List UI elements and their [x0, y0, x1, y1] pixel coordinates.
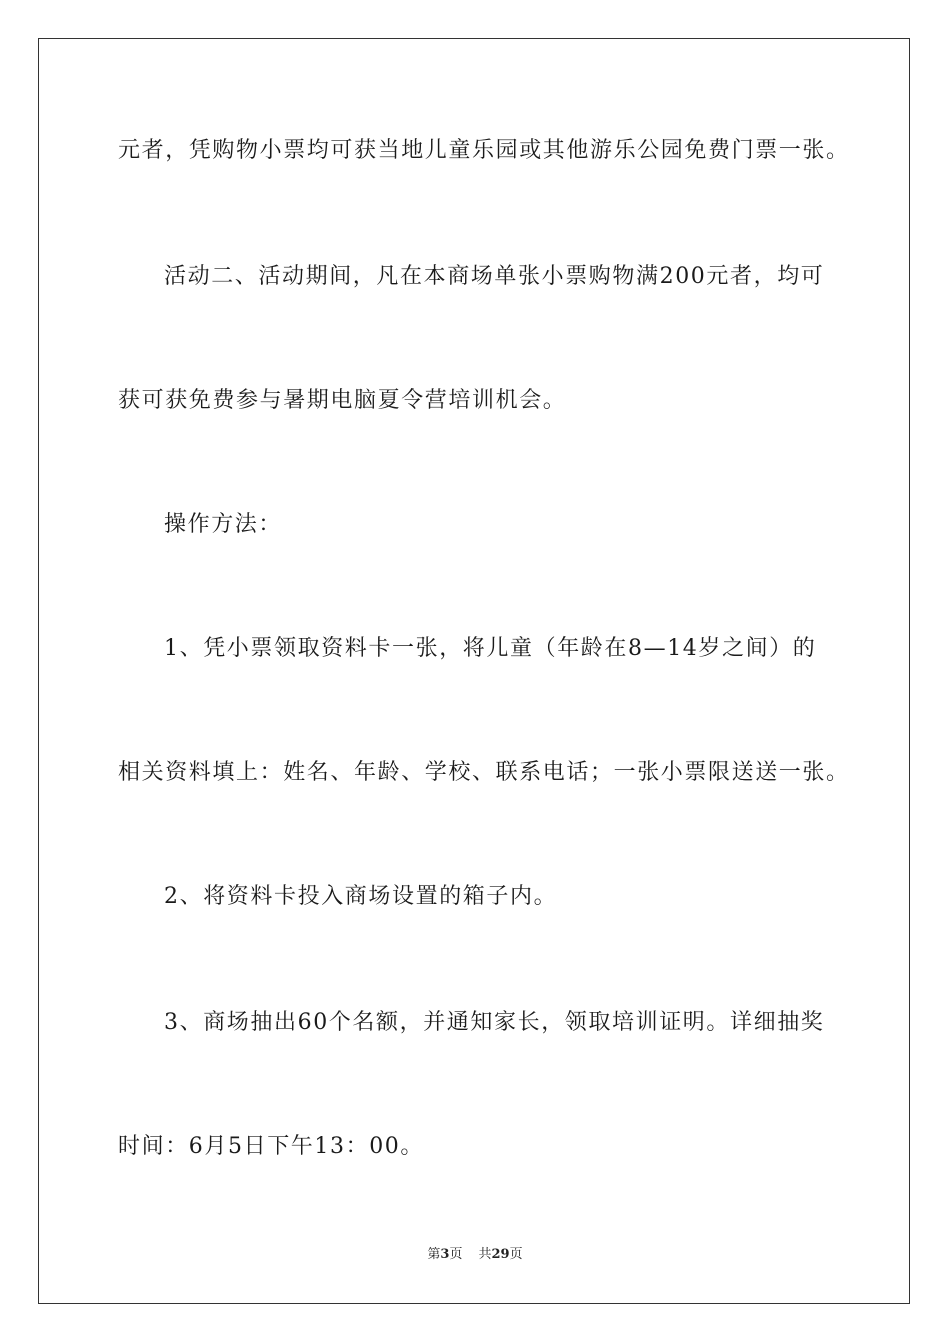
body-line-3: 获可获免费参与暑期电脑夏令营培训机会。	[118, 388, 567, 413]
body-line-1: 元者，凭购物小票均可获当地儿童乐园或其他游乐公园免费门票一张。	[118, 138, 850, 163]
footer-page-unit: 页	[449, 1247, 463, 1262]
body-line-8: 3、商场抽出60个名额，并通知家长，领取培训证明。详细抽奖	[164, 1010, 825, 1035]
footer-total-prefix: 共	[478, 1247, 492, 1262]
footer-page-current: 3	[440, 1247, 450, 1262]
body-line-9: 时间：6月5日下午13：00。	[118, 1134, 424, 1159]
page-border	[38, 38, 910, 1304]
page-footer	[0, 1246, 950, 1264]
body-line-5: 1、凭小票领取资料卡一张，将儿童（年龄在8—14岁之间）的	[164, 636, 817, 661]
footer-page-prefix: 第	[427, 1247, 441, 1262]
footer-page-total: 29	[491, 1247, 510, 1262]
body-line-4: 操作方法：	[164, 512, 283, 537]
footer-total-unit: 页	[509, 1247, 523, 1262]
body-line-7: 2、将资料卡投入商场设置的箱子内。	[164, 884, 558, 909]
body-line-2: 活动二、活动期间，凡在本商场单张小票购物满200元者，均可	[164, 264, 825, 289]
body-line-6: 相关资料填上：姓名、年龄、学校、联系电话；一张小票限送送一张。	[118, 760, 850, 785]
